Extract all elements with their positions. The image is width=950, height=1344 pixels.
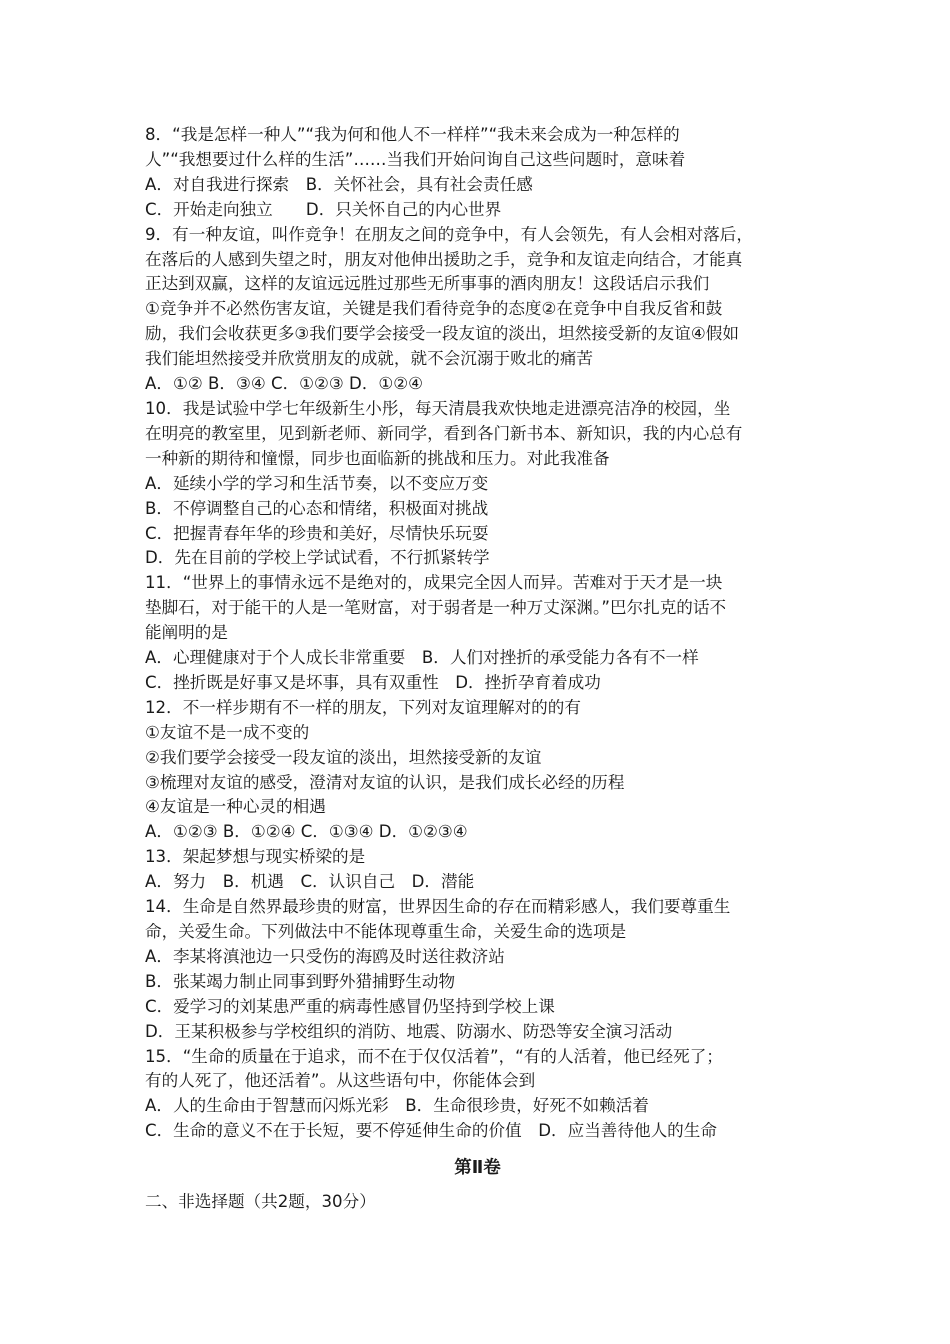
question-text-line: C．把握青春年华的珍贵和美好，尽情快乐玩耍 <box>145 523 489 543</box>
section-title: 第Ⅱ卷 <box>454 1158 501 1179</box>
question-text-line: 我们能坦然接受并欣赏朋友的成就，就不会沉溺于败北的痛苦 <box>145 349 594 369</box>
question-text-line: 在明亮的教室里，见到新老师、新同学，看到各门新书本、新知识，我的内心总有 <box>145 423 743 443</box>
question-text-line: ①友谊不是一成不变的 <box>145 722 310 742</box>
question-text-line: A．①②③ B．①②④ C．①③④ D．①②③④ <box>145 822 468 842</box>
question-block <box>145 123 810 1144</box>
question-text-line: A．延续小学的学习和生活节奏，以不变应万变 <box>145 473 489 493</box>
question-text-line: 有的人死了，他还活着”。从这些语句中，你能体会到 <box>145 1071 536 1091</box>
question-text-line: 12．不一样步期有不一样的朋友，下列对友谊理解对的的有 <box>145 697 581 717</box>
question-text-line: A．人的生命由于智慧而闪烁光彩 B．生命很珍贵，好死不如赖活着 <box>145 1096 649 1116</box>
question-text-line: C．挫折既是好事又是坏事，具有双重性 D．挫折孕育着成功 <box>145 672 601 692</box>
question-text-line: B．张某竭力制止同事到野外猎捕野生动物 <box>145 971 456 991</box>
section-heading-block <box>145 1190 810 1215</box>
question-text-line: 励，我们会收获更多③我们要学会接受一段友谊的淡出，坦然接受新的友谊④假如 <box>145 324 739 344</box>
question-text-line: ④友谊是一种心灵的相遇 <box>145 797 326 817</box>
question-text-line: 正达到双赢，这样的友谊远远胜过那些无所事事的酒肉朋友！这段话启示我们 <box>145 274 710 294</box>
question-text-line: A．努力 B．机遇 C．认识自己 D．潜能 <box>145 872 475 892</box>
question-text-line: 15．“生命的质量在于追求，而不在于仅仅活着”，“有的人活着，他已经死了； <box>145 1046 723 1066</box>
question-text-line: A．李某将滇池边一只受伤的海鸥及时送往救济站 <box>145 946 505 966</box>
question-text-line: 一种新的期待和憧憬，同步也面临新的挑战和压力。对此我准备 <box>145 448 610 468</box>
question-text-line: C．爱学习的刘某患严重的病毒性感冒仍坚持到学校上课 <box>145 996 555 1016</box>
question-text-line: A．①② B．③④ C．①②③ D．①②④ <box>145 374 424 394</box>
question-text-line: ③梳理对友谊的感受，澄清对友谊的认识，是我们成长必经的历程 <box>145 772 625 792</box>
question-text-line: ①竞争并不必然伤害友谊，关键是我们看待竞争的态度②在竞争中自我反省和鼓 <box>145 299 723 319</box>
question-text-line: 人”“我想要过什么样的生活”……当我们开始问询自己这些问题时，意味着 <box>145 149 686 169</box>
question-text-line: C．生命的意义不在于长短，要不停延伸生命的价值 D．应当善待他人的生命 <box>145 1121 717 1141</box>
question-text-line: 能阐明的是 <box>145 623 228 643</box>
section-heading-line: 二、非选择题（共2题，30分） <box>145 1192 376 1212</box>
question-text-line: D．先在目前的学校上学试试看，不行抓紧转学 <box>145 548 490 568</box>
question-text-line: 命，关爱生命。下列做法中不能体现尊重生命，关爱生命的选项是 <box>145 922 627 941</box>
exam-page <box>145 123 810 1215</box>
question-text-line: 垫脚石，对于能干的人是一笔财富，对于弱者是一种万丈深渊。”巴尔扎克的话不 <box>145 598 727 618</box>
question-text-line: 11．“世界上的事情永远不是绝对的，成果完全因人而异。苦难对于天才是一块 <box>145 573 723 593</box>
question-text-line: D．王某积极参与学校组织的消防、地震、防溺水、防恐等安全演习活动 <box>145 1021 673 1041</box>
question-text-line: A．心理健康对于个人成长非常重要 B．人们对挫折的承受能力各有不一样 <box>145 648 699 668</box>
question-text-line: 10．我是试验中学七年级新生小彤，每天清晨我欢快地走进漂亮洁净的校园，坐 <box>145 398 731 418</box>
question-text-line: 在落后的人感到失望之时，朋友对他伸出援助之手，竞争和友谊走向结合，才能真 <box>145 249 743 269</box>
question-text-line: C．开始走向独立 D．只关怀自己的内心世界 <box>145 199 502 219</box>
question-text-line: A．对自我进行探索 B．关怀社会，具有社会责任感 <box>145 174 533 194</box>
question-text-line: 13．架起梦想与现实桥梁的是 <box>145 847 366 867</box>
question-text-line: 14．生命是自然界最珍贵的财富，世界因生命的存在而精彩感人，我们要尊重生 <box>145 897 731 917</box>
question-text-line: B．不停调整自己的心态和情绪，积极面对挑战 <box>145 498 489 518</box>
question-text-line: 8．“我是怎样一种人”“我为何和他人不一样样”“我未来会成为一种怎样的 <box>145 125 680 144</box>
question-text-line: ②我们要学会接受一段友谊的淡出，坦然接受新的友谊 <box>145 747 542 767</box>
question-text-line: 9．有一种友谊，叫作竞争！在朋友之间的竞争中，有人会领先，有人会相对落后， <box>145 224 753 244</box>
